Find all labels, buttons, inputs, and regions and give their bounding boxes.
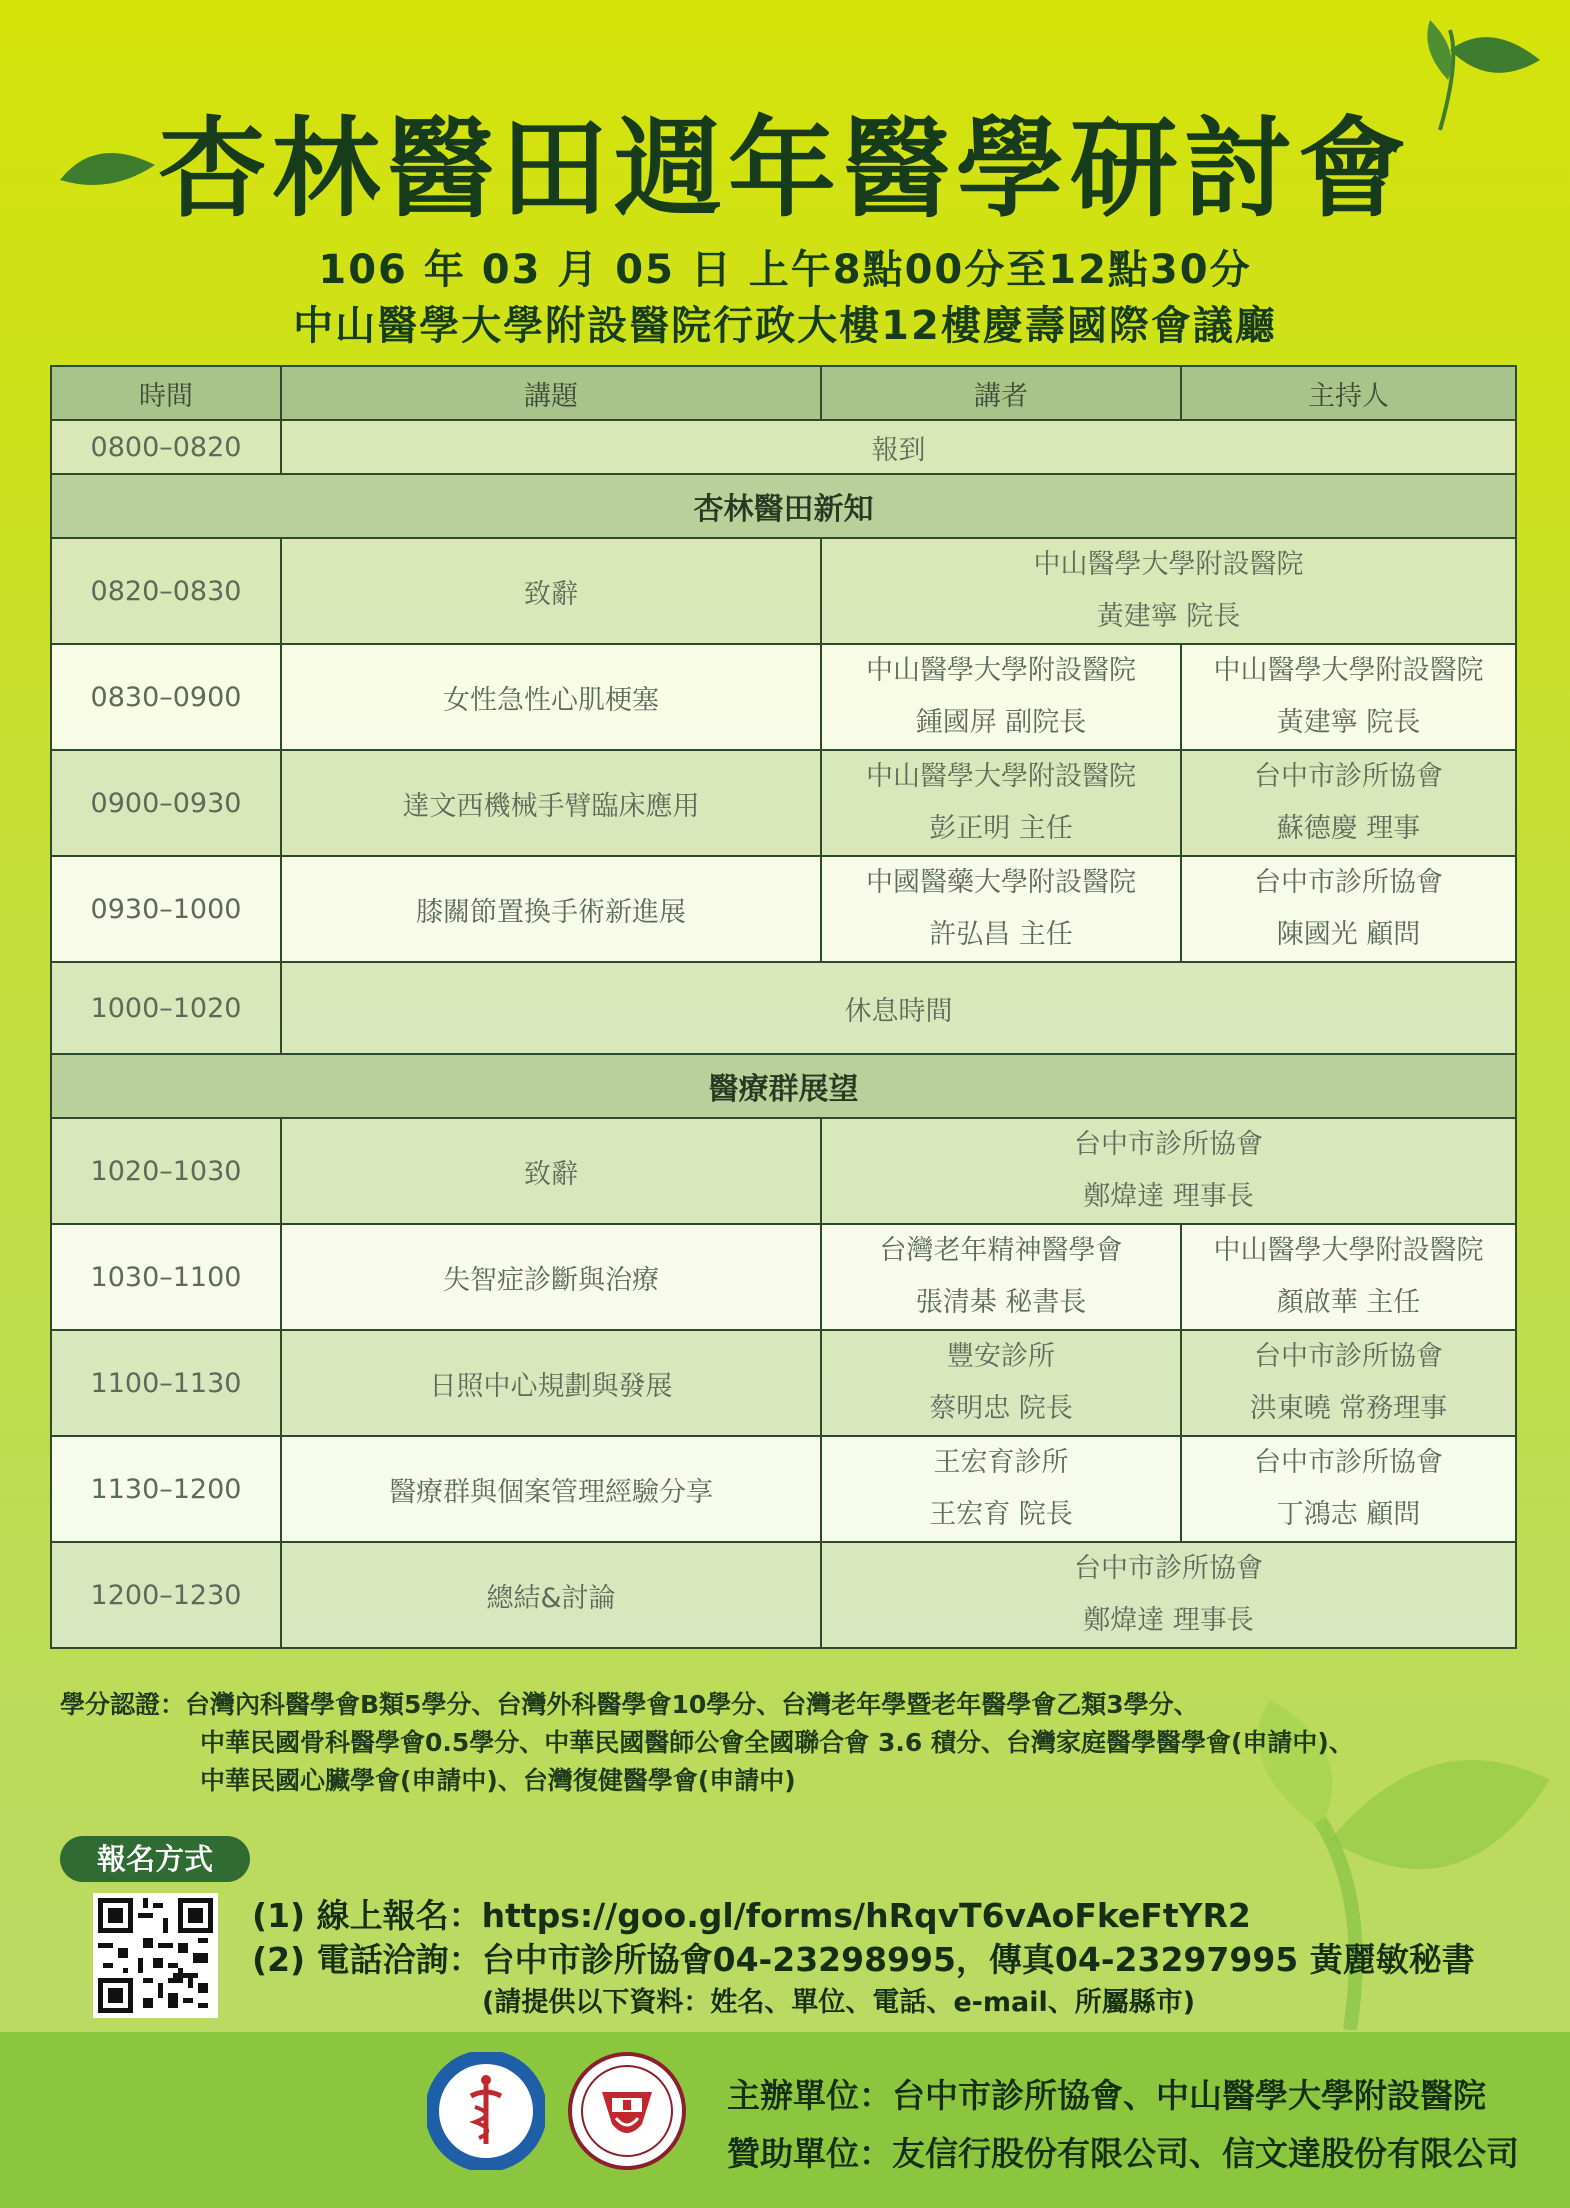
header-topic: 講題 — [281, 366, 821, 420]
speaker-name: 鍾國屏 副院長 — [915, 707, 1087, 738]
online-registration[interactable]: (1) 線上報名：https://goo.gl/forms/hRqvT6vAoFkeFtYR2 — [252, 1896, 1251, 1935]
row-time: 0930–1000 — [51, 856, 281, 962]
speaker-org: 豐安診所 — [947, 1341, 1055, 1372]
row-topic: 總結&討論 — [281, 1542, 821, 1648]
row-moderator — [1181, 750, 1516, 856]
table-row — [51, 1436, 1516, 1542]
table-row — [51, 856, 1516, 962]
row-time: 0830–0900 — [51, 644, 281, 750]
registration-badge: 報名方式 — [60, 1836, 250, 1882]
speaker-org: 台灣老年精神醫學會 — [879, 1235, 1123, 1266]
speaker-org: 中國醫藥大學附設醫院 — [866, 867, 1136, 898]
row-topic: 達文西機械手臂臨床應用 — [281, 750, 821, 856]
row-topic: 失智症診斷與治療 — [281, 1224, 821, 1330]
credits-line: 學分認證：台灣內科醫學會B類5學分、台灣外科醫學會10學分、台灣老年學暨老年醫學會乙類3學分、 — [60, 1690, 1199, 1719]
table-row — [51, 962, 1516, 1054]
moderator-org: 台中市診所協會 — [1254, 1447, 1443, 1478]
row-speaker — [821, 1330, 1181, 1436]
table-row — [51, 1330, 1516, 1436]
moderator-name: 陳國光 顧問 — [1276, 919, 1421, 950]
row-text: 休息時間 — [281, 962, 1516, 1054]
row-time: 1100–1130 — [51, 1330, 281, 1436]
qr-code-icon[interactable] — [93, 1893, 218, 2018]
speaker-name: 彭正明 主任 — [929, 813, 1073, 844]
table-row — [51, 750, 1516, 856]
credits-line: 中華民國心臟學會(申請中)、台灣復健醫學會(申請中) — [200, 1766, 796, 1795]
speaker-name: 蔡明忠 院長 — [929, 1393, 1073, 1424]
moderator-org: 中山醫學大學附設醫院 — [1213, 1235, 1484, 1266]
row-time: 1020–1030 — [51, 1118, 281, 1224]
table-row — [51, 420, 1516, 474]
row-speaker — [821, 1542, 1516, 1648]
row-topic: 致辭 — [281, 538, 821, 644]
header-time: 時間 — [51, 366, 281, 420]
speaker-name: 鄭煒達 理事長 — [1083, 1181, 1254, 1212]
header-speaker: 講者 — [821, 366, 1181, 420]
speaker-name: 鄭煒達 理事長 — [1083, 1605, 1254, 1636]
sponsor-organizers: 贊助單位：友信行股份有限公司、信文達股份有限公司 — [727, 2134, 1519, 2173]
row-speaker — [821, 1436, 1181, 1542]
row-text: 報到 — [281, 420, 1516, 474]
row-moderator — [1181, 1224, 1516, 1330]
header-moderator: 主持人 — [1181, 366, 1516, 420]
row-speaker — [821, 644, 1181, 750]
moderator-org: 中山醫學大學附設醫院 — [1213, 655, 1484, 686]
moderator-name: 洪東曉 常務理事 — [1249, 1393, 1448, 1424]
speaker-name: 黃建寧 院長 — [1096, 601, 1241, 632]
credits-block — [60, 1686, 1530, 1800]
row-speaker — [821, 856, 1181, 962]
table-row — [51, 1224, 1516, 1330]
event-date: 106 年 03 月 05 日 上午8點00分至12點30分 — [318, 247, 1252, 293]
speaker-org: 中山醫學大學附設醫院 — [1033, 549, 1304, 580]
phone-registration: (2) 電話洽詢：台中市診所協會04-23298995，傳真04-23297995 黃麗敏秘書 — [252, 1940, 1475, 1979]
row-time: 1030–1100 — [51, 1224, 281, 1330]
row-time: 0800–0820 — [51, 420, 281, 474]
registration-note: (請提供以下資料：姓名、單位、電話、e-mail、所屬縣市) — [482, 1987, 1196, 2018]
schedule-table — [50, 365, 1517, 1649]
speaker-name: 張清棊 秘書長 — [915, 1287, 1087, 1318]
section-title: 杏林醫田新知 — [51, 474, 1516, 538]
row-moderator — [1181, 856, 1516, 962]
moderator-name: 蘇德慶 理事 — [1276, 813, 1421, 844]
row-moderator — [1181, 644, 1516, 750]
moderator-name: 黃建寧 院長 — [1276, 707, 1421, 738]
row-moderator — [1181, 1330, 1516, 1436]
speaker-org: 台中市診所協會 — [1074, 1129, 1263, 1160]
csmu-hospital-logo-icon — [568, 2052, 686, 2170]
moderator-org: 台中市診所協會 — [1254, 867, 1443, 898]
row-time: 0820–0830 — [51, 538, 281, 644]
speaker-org: 中山醫學大學附設醫院 — [866, 655, 1136, 686]
row-speaker — [821, 1224, 1181, 1330]
table-row — [51, 644, 1516, 750]
row-topic: 女性急性心肌梗塞 — [281, 644, 821, 750]
footer-band — [0, 2032, 1570, 2208]
credits-line: 中華民國骨科醫學會0.5學分、中華民國醫師公會全國聯合會 3.6 積分、台灣家庭醫學醫學會(申請中)、 — [200, 1728, 1354, 1757]
table-row — [51, 538, 1516, 644]
section-row — [51, 1054, 1516, 1118]
moderator-org: 台中市診所協會 — [1254, 761, 1443, 792]
row-time: 1000–1020 — [51, 962, 281, 1054]
table-header-row — [51, 366, 1516, 420]
row-time: 0900–0930 — [51, 750, 281, 856]
row-topic: 日照中心規劃與發展 — [281, 1330, 821, 1436]
row-topic: 膝關節置換手術新進展 — [281, 856, 821, 962]
row-speaker — [821, 538, 1516, 644]
row-speaker — [821, 750, 1181, 856]
speaker-org: 台中市診所協會 — [1074, 1553, 1263, 1584]
speaker-name: 許弘昌 主任 — [929, 919, 1073, 950]
speaker-org: 中山醫學大學附設醫院 — [866, 761, 1136, 792]
event-venue: 中山醫學大學附設醫院行政大樓12樓慶壽國際會議廳 — [293, 303, 1277, 349]
section-row — [51, 474, 1516, 538]
row-topic: 醫療群與個案管理經驗分享 — [281, 1436, 821, 1542]
moderator-org: 台中市診所協會 — [1254, 1341, 1443, 1372]
row-speaker — [821, 1118, 1516, 1224]
speaker-org: 王宏育診所 — [933, 1447, 1069, 1478]
section-title: 醫療群展望 — [51, 1054, 1516, 1118]
row-time: 1200–1230 — [51, 1542, 281, 1648]
table-row — [51, 1542, 1516, 1648]
moderator-name: 顏啟華 主任 — [1276, 1287, 1421, 1318]
speaker-name: 王宏育 院長 — [929, 1499, 1073, 1530]
table-row — [51, 1118, 1516, 1224]
row-time: 1130–1200 — [51, 1436, 281, 1542]
clinic-association-logo-icon — [427, 2052, 545, 2170]
moderator-name: 丁鴻志 顧問 — [1276, 1499, 1421, 1530]
row-moderator — [1181, 1436, 1516, 1542]
page-title: 杏林醫田週年醫學研討會 — [157, 107, 1412, 232]
row-topic: 致辭 — [281, 1118, 821, 1224]
host-organizers: 主辦單位：台中市診所協會、中山醫學大學附設醫院 — [727, 2076, 1486, 2115]
